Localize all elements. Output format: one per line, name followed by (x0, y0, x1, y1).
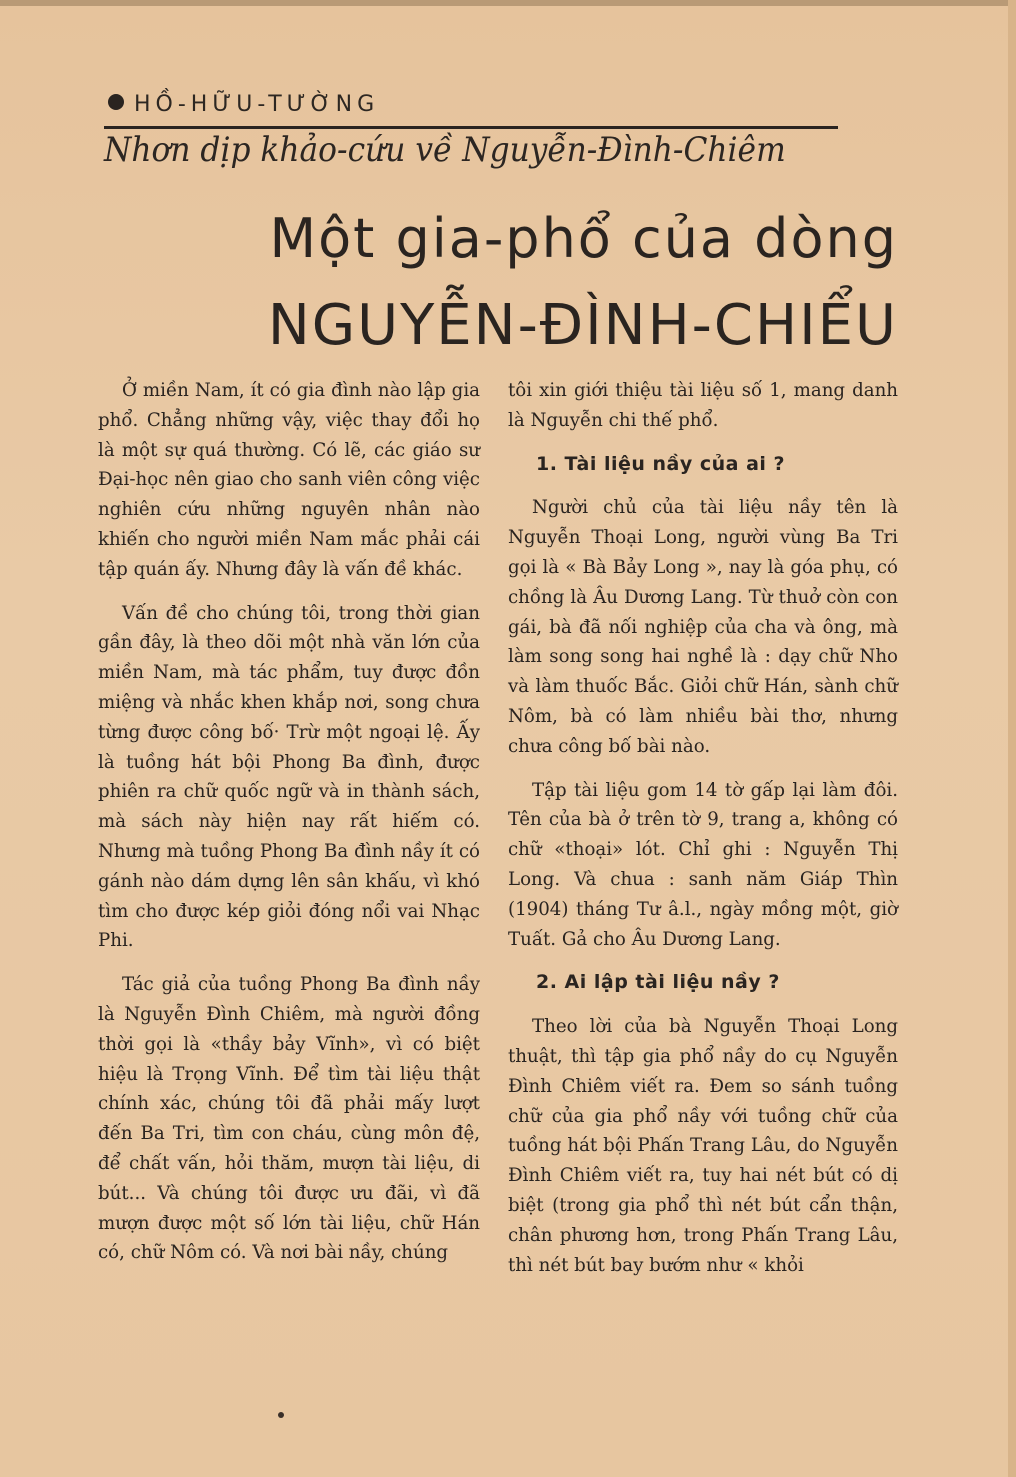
article-title-line2: NGUYỄN-ĐÌNH-CHIỂU (267, 293, 898, 358)
bullet-icon (108, 94, 124, 110)
paragraph: Ở miền Nam, ít có gia đình nào lập gia phổ. Chẳng những vậy, việc thay đổi họ là một sự quá thường. Có lẽ, các giáo sư Đại-học nên giao cho sanh viên công việc nghiên cứu những nguyên nhân nào khiến cho người miền Nam mắc phải cái tập quán ấy. Nhưng đây là vấn đề khác. (98, 380, 480, 580)
paragraph: Tập tài liệu gom 14 tờ gấp lại làm đôi. Tên của bà ở trên tờ 9, trang a, không có chữ «thoại» lót. Chỉ ghi : Nguyễn Thị Long. Và chua : sanh năm Giáp Thìn (1904) tháng Tư â.l., ngày mồng một, giờ Tuất. Gả cho Âu Dương Lang. (508, 779, 898, 950)
page-top-edge (0, 0, 1016, 6)
section-heading: 1. Tài liệu nầy của ai ? (536, 452, 786, 475)
paragraph: tôi xin giới thiệu tài liệu số 1, mang danh là Nguyễn chi thế phổ. (508, 380, 898, 431)
right-column (508, 376, 898, 1294)
paragraph: Vấn đề cho chúng tôi, trong thời gian gần đây, là theo dõi một nhà văn lớn của miền Nam, mà tác phẩm, tuy được đồn miệng và nhắc khen khắp nơi, song chưa từng được công bố· Trừ một ngoại lệ. Ấy là tuồng hát bội Phong Ba đình, được phiên ra chữ quốc ngữ và in thành sách, mà sách này hiện nay rất hiếm có. Nhưng mà tuồng Phong Ba đình nầy ít có gánh nào dám dựng lên sân khấu, vì khó tìm cho được kép giỏi đóng nổi vai Nhạc Phi. (98, 602, 480, 952)
article-subtitle: Nhơn dịp khảo-cứu về Nguyễn-Đình-Chiêm (104, 130, 786, 170)
section-heading: 2. Ai lập tài liệu nầy ? (536, 971, 780, 994)
paragraph: Theo lời của bà Nguyễn Thoại Long thuật, thì tập gia phổ nầy do cụ Nguyễn Đình Chiêm viết ra. Đem so sánh tuồng chữ của gia phổ nầy với tuồng chữ của tuồng hát bội Phấn Trang Lâu, do Nguyễn Đình Chiêm viết ra, tuy hai nét bút có dị biệt (trong gia phổ thì nét bút cẩn thận, chân phương hơn, trong Phấn Trang Lâu, thì nét bút bay bướm như « khỏi (508, 1016, 898, 1276)
paragraph: Tác giả của tuồng Phong Ba đình nầy là Nguyễn Đình Chiêm, mà người đồng thời gọi là «thầy bảy Vĩnh», vì có biệt hiệu là Trọng Vĩnh. Để tìm tài liệu thật chính xác, chúng tôi đã phải mấy lượt đến Ba Tri, tìm con cháu, cùng môn đệ, để chất vấn, hỏi thăm, mượn tài liệu, di bút... Và chúng tôi được ưu đãi, vì đã mượn được một số lớn tài liệu, chữ Hán có, chữ Nôm có. Và nơi bài nầy, chúng (98, 974, 480, 1264)
paragraph: Người chủ của tài liệu nầy tên là Nguyễn Thoại Long, người vùng Ba Tri gọi là « Bà Bảy Long », nay là góa phụ, có chồng là Âu Dương Lang. Từ thuở còn con gái, bà đã nối nghiệp của cha và ông, mà làm song song hai nghề là : dạy chữ Nho và làm thuốc Bắc. Giỏi chữ Hán, sành chữ Nôm, bà có làm nhiều bài thơ, nhưng chưa công bố bài nào. (508, 497, 898, 757)
header-rule (104, 126, 838, 129)
page-mark (278, 1412, 284, 1418)
author-line (108, 92, 379, 117)
left-column (98, 376, 480, 1282)
page-right-edge (1008, 0, 1016, 1477)
author-name: HỒ-HỮU-TƯỜNG (134, 92, 380, 117)
article-title-line1: Một gia-phổ của dòng (269, 207, 898, 270)
